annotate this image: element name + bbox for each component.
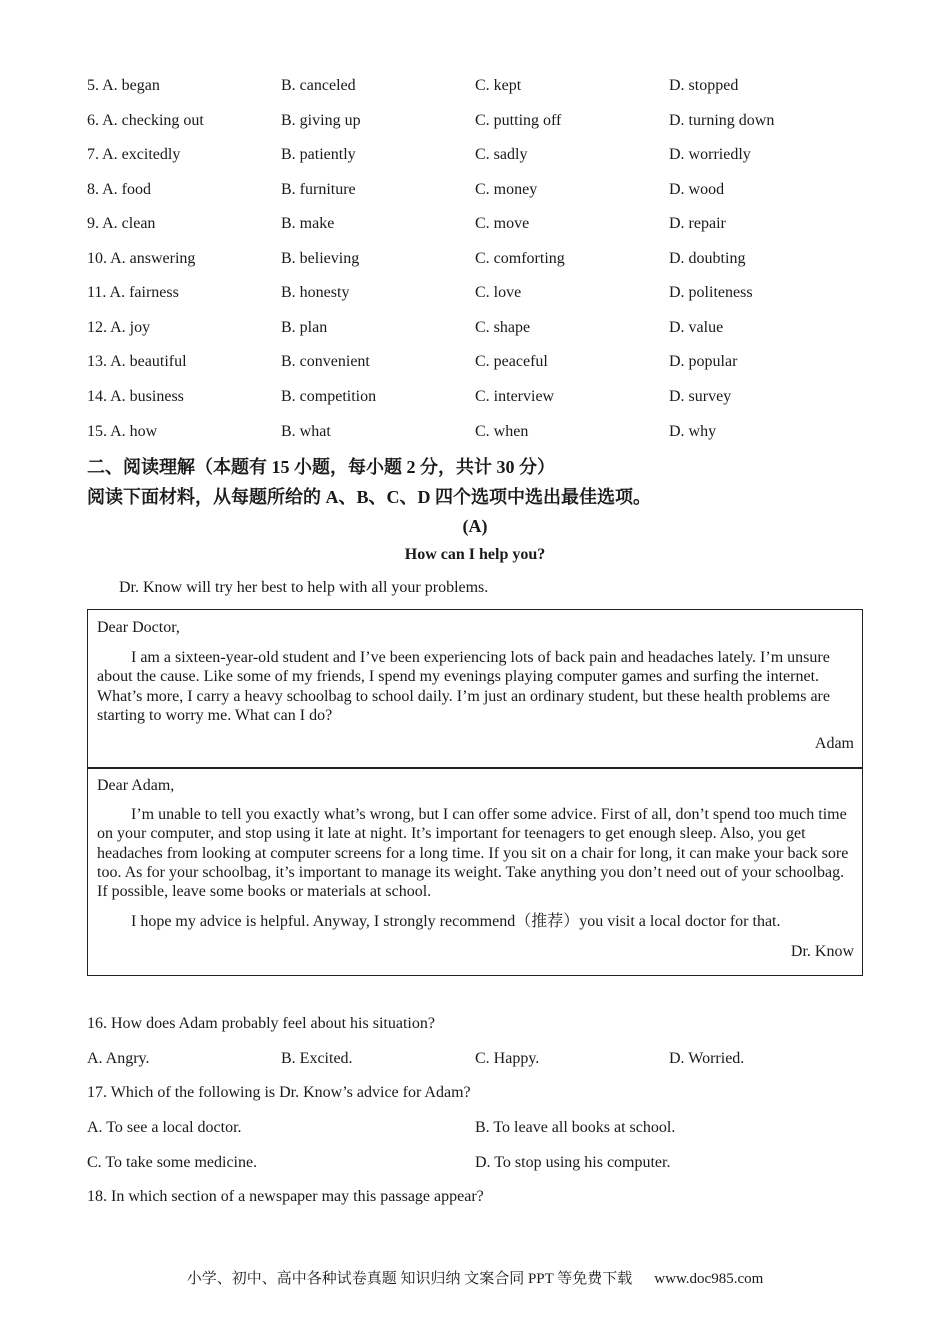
passage-title: How can I help you? bbox=[404, 546, 546, 563]
option-row bbox=[87, 318, 887, 338]
option-c: C. putting off bbox=[475, 112, 562, 129]
letter-body: I’m unable to tell you exactly what’s wrong, but I can offer some advice. First of all, don’t spend too much time on your computer, and stop using it late at night. It’s important for teenagers to get enough sleep. Also, you get headaches from looking at computer screens for a long time. If you sit on a chair for long, it can make your back sore too. As for your schoolbag, it’s important to manage its weight. Take anything you don’t need out of your schoolbag. If possible, leave some books or materials at school. bbox=[97, 806, 849, 901]
option-c: C. peaceful bbox=[475, 353, 548, 370]
page-footer bbox=[0, 1269, 950, 1289]
letter-greeting: Dear Adam, bbox=[97, 777, 175, 794]
question-16: 16. How does Adam probably feel about his situation? bbox=[87, 1015, 435, 1032]
question-16-options bbox=[87, 1049, 887, 1069]
option-a: 6. A. checking out bbox=[87, 112, 204, 129]
option-b: B. Excited. bbox=[281, 1050, 353, 1067]
letter-box-adam bbox=[87, 609, 863, 769]
option-c: C. kept bbox=[475, 77, 522, 94]
option-b: B. To leave all books at school. bbox=[475, 1119, 676, 1136]
letter-signature: Dr. Know bbox=[790, 943, 854, 960]
option-row bbox=[87, 145, 887, 165]
option-d: D. Worried. bbox=[669, 1050, 745, 1067]
option-d: D. worriedly bbox=[669, 146, 751, 163]
letter-body: I am a sixteen-year-old student and I’ve been experiencing lots of back pain and headaches lately. I’m unsure about the cause. Like some of my friends, I spend my evenings playing computer games and surfing the internet. What’s more, I carry a heavy schoolbag to school daily. I’m just an ordinary student, but these health problems are starting to worry me. What can I do? bbox=[97, 649, 830, 724]
option-a: 7. A. excitedly bbox=[87, 146, 181, 163]
option-a: A. Angry. bbox=[87, 1050, 150, 1067]
option-row bbox=[87, 111, 887, 131]
option-d: D. To stop using his computer. bbox=[475, 1154, 671, 1171]
option-c: C. money bbox=[475, 181, 538, 198]
letter-greeting: Dear Doctor, bbox=[97, 619, 180, 636]
question-17-options-row1 bbox=[87, 1118, 887, 1138]
footer-url[interactable]: www.doc985.com bbox=[654, 1271, 764, 1287]
option-b: B. competition bbox=[281, 388, 377, 405]
option-b: B. furniture bbox=[281, 181, 356, 198]
option-d: D. value bbox=[669, 319, 724, 336]
passage-intro: Dr. Know will try her best to help with all your problems. bbox=[119, 579, 489, 596]
option-d: D. repair bbox=[669, 215, 726, 232]
option-d: D. turning down bbox=[669, 112, 775, 129]
option-d: D. politeness bbox=[669, 284, 753, 301]
option-row bbox=[87, 249, 887, 269]
option-a: 8. A. food bbox=[87, 181, 151, 198]
option-b: B. patiently bbox=[281, 146, 356, 163]
option-b: B. giving up bbox=[281, 112, 361, 129]
option-a: 11. A. fairness bbox=[87, 284, 179, 301]
option-b: B. believing bbox=[281, 250, 360, 267]
section-heading: 二、阅读理解（本题有 15 小题，每小题 2 分，共计 30 分） bbox=[87, 457, 555, 477]
option-a: 12. A. joy bbox=[87, 319, 151, 336]
option-b: B. make bbox=[281, 215, 335, 232]
option-a: 15. A. how bbox=[87, 423, 158, 440]
option-row bbox=[87, 387, 887, 407]
option-c: C. sadly bbox=[475, 146, 528, 163]
passage-label: (A) bbox=[462, 516, 488, 536]
option-b: B. what bbox=[281, 423, 331, 440]
letter-signature: Adam bbox=[814, 735, 854, 752]
option-b: B. honesty bbox=[281, 284, 350, 301]
option-c: C. Happy. bbox=[475, 1050, 540, 1067]
option-row bbox=[87, 422, 887, 442]
option-a: A. To see a local doctor. bbox=[87, 1119, 242, 1136]
option-c: C. move bbox=[475, 215, 530, 232]
section-instruction: 阅读下面材料，从每题所给的 A、B、C、D 四个选项中选出最佳选项。 bbox=[87, 487, 651, 507]
option-row bbox=[87, 180, 887, 200]
question-17: 17. Which of the following is Dr. Know’s advice for Adam? bbox=[87, 1084, 471, 1101]
option-b: B. convenient bbox=[281, 353, 370, 370]
option-a: 13. A. beautiful bbox=[87, 353, 187, 370]
option-d: D. wood bbox=[669, 181, 725, 198]
footer-text: 小学、初中、高中各种试卷真题 知识归纳 文案合同 PPT 等免费下载 bbox=[186, 1271, 633, 1287]
question-17-options-row2 bbox=[87, 1153, 887, 1173]
letter-closing: I hope my advice is helpful. Anyway, I strongly recommend（推荐）you visit a local doctor for that. bbox=[131, 913, 781, 930]
option-a: 5. A. began bbox=[87, 77, 160, 94]
option-c: C. interview bbox=[475, 388, 555, 405]
option-a: 9. A. clean bbox=[87, 215, 156, 232]
option-b: B. plan bbox=[281, 319, 328, 336]
option-c: C. To take some medicine. bbox=[87, 1154, 258, 1171]
option-d: D. popular bbox=[669, 353, 738, 370]
option-d: D. survey bbox=[669, 388, 732, 405]
option-row bbox=[87, 214, 887, 234]
letter-box-dr-know bbox=[87, 767, 863, 976]
option-row bbox=[87, 76, 887, 96]
option-c: C. comforting bbox=[475, 250, 565, 267]
option-a: 14. A. business bbox=[87, 388, 184, 405]
option-c: C. shape bbox=[475, 319, 531, 336]
option-d: D. stopped bbox=[669, 77, 739, 94]
option-c: C. when bbox=[475, 423, 529, 440]
option-b: B. canceled bbox=[281, 77, 356, 94]
option-d: D. doubting bbox=[669, 250, 746, 267]
option-c: C. love bbox=[475, 284, 522, 301]
option-a: 10. A. answering bbox=[87, 250, 196, 267]
question-18: 18. In which section of a newspaper may this passage appear? bbox=[87, 1188, 484, 1205]
option-row bbox=[87, 352, 887, 372]
option-d: D. why bbox=[669, 423, 717, 440]
option-row bbox=[87, 283, 887, 303]
